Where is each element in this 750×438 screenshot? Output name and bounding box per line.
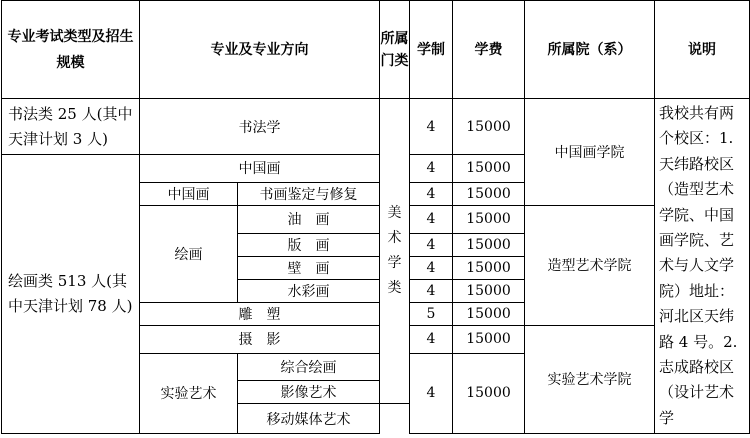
enrollment-table [1, 0, 750, 434]
fee-cell: 15000 [453, 155, 525, 183]
duration-cell: 4 [410, 279, 453, 302]
header-duration: 学制 [410, 1, 453, 99]
major-sheying: 摄 影 [140, 325, 380, 353]
duration-cell: 4 [410, 205, 453, 233]
category-shufa: 书法类 25 人(其中天津计划 3 人) [2, 99, 140, 155]
notes-cell: 我校共有两个校区：1.天纬路校区（造型艺术学院、中国画学院、艺术与人文学院）地址：河北区天纬路 4 号。2.志成路校区（设计艺术学 [655, 99, 750, 434]
category-huihua: 绘画类 513 人(其中天津计划 78 人) [2, 155, 140, 434]
college-zhongguohua: 中国画学院 [525, 99, 655, 206]
header-college: 所属院（系） [525, 1, 655, 99]
header-discipline: 所属门类 [380, 1, 410, 99]
duration-cell: 5 [410, 302, 453, 325]
group-huihua: 绘画 [140, 205, 238, 302]
major-zonghe: 综合绘画 [238, 353, 380, 381]
college-zaoxing: 造型艺术学院 [525, 205, 655, 325]
major-shuhua: 书画鉴定与修复 [238, 182, 380, 205]
header-fee: 学费 [453, 1, 525, 99]
major-yidong: 移动媒体艺术 [238, 404, 380, 434]
fee-cell: 15000 [453, 182, 525, 205]
fee-cell: 15000 [453, 302, 525, 325]
major-shuicaihua: 水彩画 [238, 279, 380, 302]
fee-cell: 15000 [453, 205, 525, 233]
group-zhongguohua: 中国画 [140, 182, 238, 205]
header-major: 专业及专业方向 [140, 1, 380, 99]
fee-cell: 15000 [453, 353, 525, 434]
group-shiyan: 实验艺术 [140, 353, 238, 434]
table-row [2, 99, 750, 155]
fee-cell: 15000 [453, 279, 525, 302]
major-shufaxue: 书法学 [140, 99, 380, 155]
duration-cell: 4 [410, 256, 453, 279]
duration-cell: 4 [410, 233, 453, 256]
header-row [2, 1, 750, 99]
fee-cell: 15000 [453, 233, 525, 256]
fee-cell: 15000 [453, 256, 525, 279]
duration-cell: 4 [410, 353, 453, 434]
header-notes: 说明 [655, 1, 750, 99]
major-yingxiang: 影像艺术 [238, 381, 380, 404]
discipline-value: 美术学类 [387, 205, 402, 297]
major-banhua: 版 画 [238, 233, 380, 256]
major-youhua: 油 画 [238, 205, 380, 233]
duration-cell: 4 [410, 325, 453, 353]
major-zhongguohua: 中国画 [140, 155, 380, 183]
major-diaosu: 雕 塑 [140, 302, 380, 325]
duration-cell: 4 [410, 99, 453, 155]
college-shiyan: 实验艺术学院 [525, 325, 655, 434]
major-bihua: 壁 画 [238, 256, 380, 279]
header-type-scale: 专业考试类型及招生规模 [2, 1, 140, 99]
duration-cell: 4 [410, 155, 453, 183]
duration-cell: 4 [410, 182, 453, 205]
discipline-cell [380, 99, 410, 404]
fee-cell: 15000 [453, 99, 525, 155]
fee-cell: 15000 [453, 325, 525, 353]
